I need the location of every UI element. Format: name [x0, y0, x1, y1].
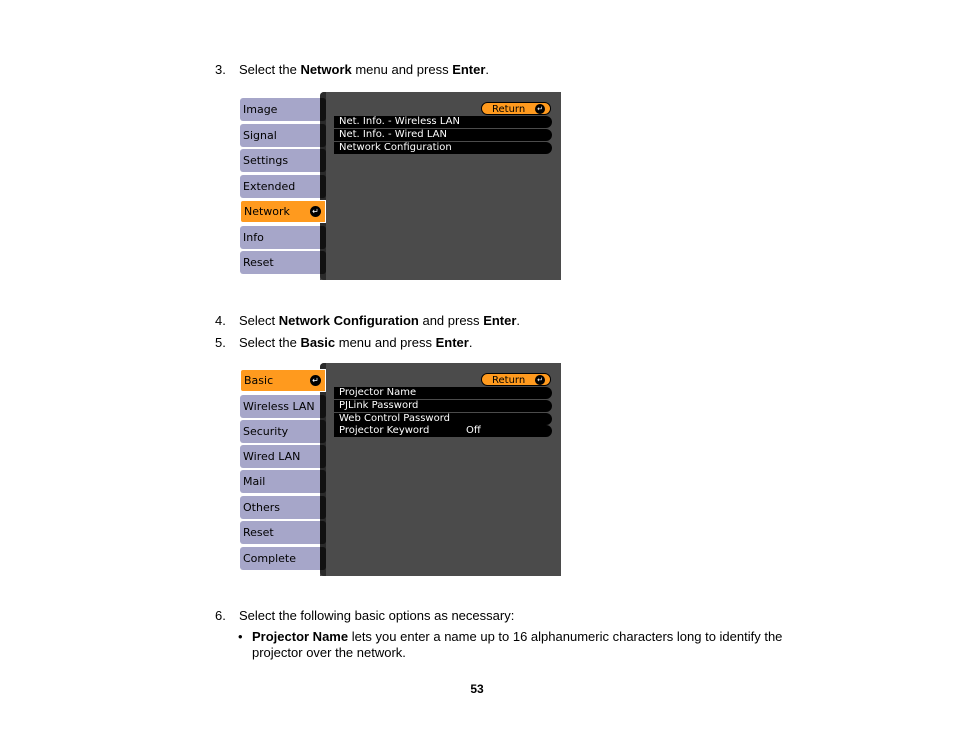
menu-tab-network[interactable]: [240, 200, 326, 223]
menu-item-net-info-wired[interactable]: Net. Info. - Wired LAN: [334, 129, 552, 141]
menu-tab-complete[interactable]: Complete: [240, 547, 320, 570]
menu-tab-wireless-lan[interactable]: Wireless LAN: [240, 395, 320, 418]
menu-tab-reset[interactable]: Reset: [240, 521, 320, 544]
menu-tab-image[interactable]: Image: [240, 98, 320, 121]
step-number: 4.: [215, 313, 226, 328]
keyword-value: Off: [466, 425, 481, 436]
bullet-text: Projector Name lets you enter a name up to 16 alphanumeric characters long to identify the projector over the network.: [252, 629, 783, 660]
enter-icon: ↵: [535, 375, 545, 385]
menu-item-pjlink-password[interactable]: PJLink Password: [334, 400, 552, 412]
menu-tab-extended[interactable]: Extended: [240, 175, 320, 198]
projector-menu-network: [239, 92, 561, 280]
menu-tab-label: Basic: [244, 374, 274, 387]
step-text: Select Network Configuration and press Enter.: [239, 313, 521, 328]
return-button[interactable]: [481, 373, 551, 386]
menu-tab-security[interactable]: Security: [240, 420, 320, 443]
return-label: Return: [492, 375, 526, 386]
menu-item-web-control-password[interactable]: Web Control Password: [334, 413, 552, 425]
enter-icon: ↵: [535, 104, 545, 114]
enter-icon: ↵: [310, 206, 321, 217]
menu-tab-reset[interactable]: Reset: [240, 251, 320, 274]
menu-item-projector-keyword[interactable]: [334, 425, 552, 437]
step-text: Select the Basic menu and press Enter.: [239, 335, 473, 350]
step-text: Select the Network menu and press Enter.: [239, 62, 490, 77]
menu-tab-wired-lan[interactable]: Wired LAN: [240, 445, 320, 468]
menu-tab-info[interactable]: Info: [240, 226, 320, 249]
step-number: 6.: [215, 608, 226, 623]
menu-item-network-config[interactable]: Network Configuration: [334, 142, 552, 154]
menu-item-projector-name[interactable]: Projector Name: [334, 387, 552, 399]
bullet-dot: •: [238, 629, 243, 644]
step-text: Select the following basic options as necessary:: [239, 608, 515, 623]
page-number: 53: [470, 682, 484, 696]
step-number: 3.: [215, 62, 226, 77]
menu-tab-label: Network: [244, 205, 290, 218]
menu-item-net-info-wireless[interactable]: Net. Info. - Wireless LAN: [334, 116, 552, 128]
menu-tab-signal[interactable]: Signal: [240, 124, 320, 147]
menu-tab-basic[interactable]: [240, 369, 326, 392]
menu-tab-others[interactable]: Others: [240, 496, 320, 519]
menu-tab-mail[interactable]: Mail: [240, 470, 320, 493]
enter-icon: ↵: [310, 375, 321, 386]
projector-menu-network-config: [239, 363, 561, 576]
menu-tab-settings[interactable]: Settings: [240, 149, 320, 172]
return-label: Return: [492, 104, 526, 115]
menu-item-label: Projector Keyword: [339, 425, 430, 436]
return-button[interactable]: [481, 102, 551, 115]
step-number: 5.: [215, 335, 226, 350]
